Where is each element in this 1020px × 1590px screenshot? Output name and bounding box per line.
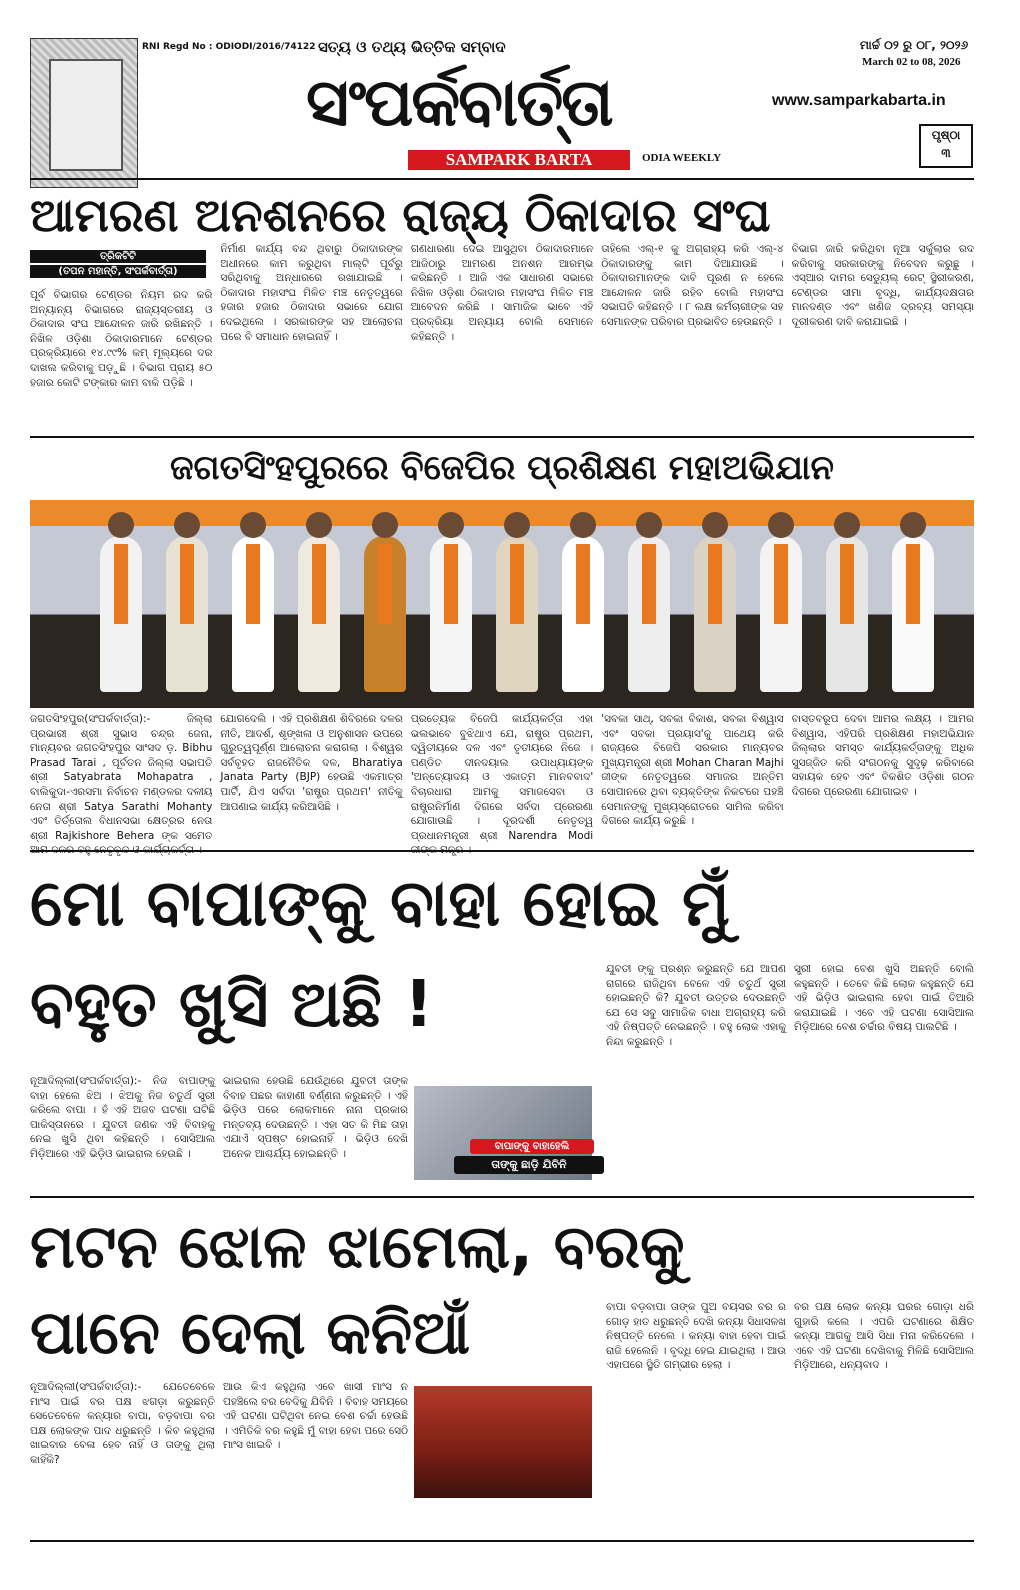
story3-headline-line1: ମୋ ବାପାଙ୍କୁ ବାହା ହୋଇ ମୁଁ	[30, 867, 730, 941]
story2-col-3: ପ୍ରତ୍ୟେକ ବିଜେପି କାର୍ଯ୍ୟକର୍ତ୍ତା ଏହା ଭଲଭାବେ ବୁଝିଥାଏ ଯେ, ରାଷ୍ଟ୍ର ପ୍ରଥମ, ଦ୍ୱିତୀୟରେ ଦଳ ଏବଂ ତୃତୀୟରେ ନିଜେ । ପଣ୍ଡିତ ଦୀନଦୟାଲ ଉପାଧ୍ୟାୟଙ୍କ 'ଅନ୍ତ୍ୟୋଦୟ ଓ ଏକାତ୍ମ ମାନବବାଦ' ବିଚାରଧାରା ଆମକୁ ସମାଜସେବା ଓ ରାଷ୍ଟ୍ରନିର୍ମାଣ ଦିଗରେ ସର୍ବଦା ପ୍ରେରଣା ଯୋଗାଉଛି । ଦୂରଦର୍ଶୀ ନେତୃତ୍ୱ ପ୍ରଧାନମନ୍ତ୍ରୀ ଶ୍ରୀ Narendra Modi	[410, 713, 594, 842]
photo-person-scarf	[246, 544, 260, 624]
date-odia: ମାର୍ଚ୍ଚ ୦୨ ରୁ ୦୮, ୨୦୨୬	[860, 38, 969, 52]
story4-headline-line2: ପାନେ ଦେଲା କନିଆଁ	[30, 1298, 471, 1368]
story3-headline-line2: ବହୁତ ଖୁସି ଅଛି !	[30, 968, 434, 1042]
story3-col-4: ସ୍ତ୍ରୀ ହୋଇ ବେଶ ଖୁସି ଅଛନ୍ତି ବୋଲି କହୁଛନ୍ତି । ତେବେ କିଛି ଲୋକ କହୁଛନ୍ତି ଯେ ଏହି ଭିଡ଼ିଓ ଭାଇରାଲ ହେବା ପାଇଁ ତିଆରି କରାଯାଇଛି । ଏବେ ଏହି ଘଟଣା ସୋସିଆଲ ମିଡ଼ିଆରେ ବେଶ ଚର୍ଚ୍ଚାର ବିଷୟ ପାଲଟିଛି ।	[794, 963, 974, 1034]
wedding-photo	[414, 1386, 592, 1498]
photo-person-scarf	[114, 544, 128, 624]
story3-col-2: ଭାଇରାଲ ହେଉଛି ଯେଉଁଥିରେ ଯୁବତୀ ତାଙ୍କ ବିବାହ ପଛର କାହାଣୀ ବର୍ଣ୍ଣନା କରୁଛନ୍ତି । ଏହି ଭିଡ଼ିଓ ପରେ ଲୋକମାନେ ନାନା ପ୍ରକାର ମନ୍ତବ୍ୟ ଦେଉଛନ୍ତି । ଏହା ସତ କି ମିଛ ତାହା ଏଯାଏଁ ସ୍ପଷ୍ଟ ହୋଇନାହିଁ । ଭିଡ଼ିଓ ଦେଖି ଅନେକ ଆଶ୍ଚର୍ଯ୍ୟ ହୋଇଛନ୍ତି ।	[223, 1075, 408, 1160]
photo-person-scarf	[378, 544, 392, 624]
photo-person-head	[834, 512, 860, 538]
photo-person-scarf	[840, 544, 854, 624]
story1-col-2: ନିର୍ମାଣ କାର୍ଯ୍ୟ ବନ୍ଦ ଥିବାରୁ ଠିକାଦାରଙ୍କ ଅଧୀନରେ କାମ କରୁଥିବା ମାଲ୍ଟି ପୂର୍ବରୁ ସରିଥିବାକୁ ଅନ୍ଧାରରେ ରଖାଯାଇଛି । ଠିକାଦାର ମହାସଂଘ ମିଳିତ ମଞ୍ଚ ନେତୃତ୍ୱରେ ହଜାର ହଜାର ଠିକାଦାର ସଭାରେ ଯୋଗ ଦେଇଥିଲେ । ସରକାରଙ୍କ ସହ ଆଲୋଚନା ପରେ ବି ସମାଧାନ ହୋଇନାହିଁ ।	[220, 243, 403, 343]
date-english: March 02 to 08, 2026	[862, 56, 961, 68]
website-link[interactable]: www.samparkabarta.in	[772, 92, 946, 109]
photo-person-head	[768, 512, 794, 538]
photo-person-head	[504, 512, 530, 538]
photo-person-head	[372, 512, 398, 538]
story4-col-4: ବର ପକ୍ଷ ଲୋକ କନ୍ୟା ଘରର ଗୋଡ଼ା ଧରି ଗୁହାରି କଲେ । ଏପରି ଘଟଣାରେ ଶିକ୍ଷିତ କନ୍ୟା ଆଗକୁ ଆସି ସିଧା ମନା କରିଦେଲେ । ଏବେ ଏହି ଘଟଣା ଦେଖିବାକୁ ମିଳିଛି ସୋସିଆଲ ମିଡ଼ିଆରେ, ଧନ୍ୟବାଦ ।	[794, 1301, 974, 1372]
story1-headline: ଆମରଣ ଅନଶନରେ ରାଜ୍ୟ ଠିକାଦାର ସଂଘ	[30, 188, 771, 242]
photo-person-head	[306, 512, 332, 538]
video-still-image	[414, 1086, 592, 1180]
photo-person-scarf	[510, 544, 524, 624]
photo-person-scarf	[708, 544, 722, 624]
photo-person-scarf	[576, 544, 590, 624]
story1-byline: (ତପନ ମହାନ୍ତି, ସଂପର୍କବାର୍ତ୍ତା)	[30, 265, 206, 278]
story4-headline-line1: ମଟନ ଝୋଳ ଝାମେଲା, ବରକୁ	[30, 1212, 685, 1282]
story1-byline-place: ତ୍ରିକଟିଟି	[30, 250, 206, 263]
story2-headline: ଜଗତସିଂହପୁରରେ ବିଜେପିର ପ୍ରଶିକ୍ଷଣ ମହାଅଭିଯାନ	[170, 448, 834, 488]
story2-col-2: ଯୋଗଦେଲି । ଏହି ପ୍ରଶିକ୍ଷଣ ଶିବିରରେ ଦଳର ନୀତି, ଆଦର୍ଶ, ଶୃଙ୍ଖଳା ଓ ଅନୁଶାସନ ଉପରେ ଗୁରୁତ୍ୱପୂର୍ଣ୍ଣ ଆଲୋଚନା କରାଗଲା । ବିଶ୍ୱର ସର୍ବବୃହତ ରାଜନୈତିକ ଦଳ, Bharatiya Janata Party (BJP) ହେଉଛି ଏକମାତ୍ର ପାର୍ଟି, ଯିଏ ସର୍ବଦା 'ରାଷ୍ଟ୍ର ପ୍ରଥମ' ନୀତିକୁ ଆପଣାଇ କାର୍ଯ୍ୟ କରିଆସିଛି ।	[220, 713, 403, 813]
footer-rule	[30, 1540, 974, 1542]
photo-person-scarf	[180, 544, 194, 624]
story1-body	[30, 242, 974, 432]
story3-body-left	[30, 1074, 408, 1192]
photo-person-head	[702, 512, 728, 538]
masthead-rule	[30, 178, 974, 180]
image-caption-top: ବାପାଙ୍କୁ ବାହାହେଲି	[470, 1139, 594, 1154]
story2-body	[30, 712, 974, 844]
masthead-english-title: SAMPARK BARTA	[408, 150, 630, 170]
story1-col-1: ପୂର୍ବ ବିଭାଗର ଟେଣ୍ଡର ନିୟମ ରଦ କରି ଅନ୍ୟାନ୍ୟ ବିଭାଗରେ ରାଜ୍ୟସ୍ତରୀୟ ଓ ଠିକାଦାର ସଂଘ ଆନ୍ଦୋଳନ ଜାରି ରଖିଛନ୍ତି । ନିଖିଳ ଓଡ଼ିଶା ଠିକାଦାରମାନେ ଟେଣ୍ଡର ପ୍ରକ୍ରିୟାରେ ୧୪.୯୯% କମ୍ ମୂଲ୍ୟରେ ଦର ଦାଖଲ କରିବାକୁ ପଡ଼ୁଛି । ବିଭାଗ ପ୍ରାୟ ୫୦ ହଜାର କୋଟି ଟଙ୍କାର କାମ ବାକି ପଡ଼ିଛି ।	[30, 289, 213, 389]
rni-number: RNI Regd No : ODIODI/2016/74122	[142, 42, 316, 52]
story4-col-2: ଆଉ କିଏ କହୁଥିଲା ଏବେ ଖାସୀ ମାଂସ ନ ପହଞ୍ଚିଲେ ବର ବେଦିକୁ ଯିବିନି । ବିବାହ ସମୟରେ ଏହି ଘଟଣା ଘଟିଥିବା ନେଇ ବେଶ ଚର୍ଚ୍ଚା ହେଉଛି । ଏମିତିକି ବର କହୁଛି ମୁଁ ବାହା ହେବା ପରେ ସେଠି ମାଂସ ଖାଇବି ।	[223, 1381, 408, 1452]
story2-col-1: ଜଗତସିଂହପୁର(ସଂପର୍କବାର୍ତ୍ତା):- ଜିଲ୍ଲା ପ୍ରଭାରୀ ଶ୍ରୀ ସୁଭାସ ଚନ୍ଦ୍ର ଜେନା, ମାନ୍ୟବର ଜଗତସିଂହପୁର ସାଂସଦ ଡ଼. Bibhu Prasad Tarai , ପୂର୍ବତନ ଜିଲ୍ଲା ସଭାପତି ଶ୍ରୀ Satyabrata Mohapatra , ବାଲିକୁଦା-ଏରସମା ନିର୍ବାଚନ ମଣ୍ଡଳର ଦଳୀୟ ନେତା ଶ୍ରୀ Satya Sarathi Mohanty ଏବଂ ତିର୍ତ୍ତୋଲ ବିଧାନସଭା କ୍ଷେତ୍ରର ନେତା ଶ୍ରୀ Rajkishore Behera ଙ୍କ ସମେତ	[30, 713, 213, 842]
photo-person-head	[636, 512, 662, 538]
section-rule	[30, 1196, 974, 1198]
photo-person-scarf	[774, 544, 788, 624]
edition-label: ODIA WEEKLY	[642, 152, 722, 164]
section-rule	[30, 436, 974, 438]
photo-person-scarf	[906, 544, 920, 624]
photo-person-scarf	[312, 544, 326, 624]
photo-person-head	[438, 512, 464, 538]
masthead-tagline: ସତ୍ୟ ଓ ତଥ୍ୟ ଭିତ୍ତିକ ସମ୍ବାଦ	[318, 38, 506, 56]
masthead-title: ସଂପର୍କବାର୍ତ୍ତା	[306, 64, 612, 141]
story1-col-3: ଗଣଧାରଣା ଦେଇ ଆସୁଥିବା ଠିକାଦାରମାନେ ଆଜିଠାରୁ ଆମରଣ ଅନଶନ ଆରମ୍ଭ କରିଛନ୍ତି । ଆଜି ଏକ ସାଧାରଣ ସଭାରେ ନିଖିଳ ଓଡ଼ିଶା ଠିକାଦାର ମହାସଂଘ ମିଳିତ ମଞ୍ଚ ଆବେଦନ କରିଛି । ସାମାଜିକ ଭାବେ ଏହି ପ୍ରକ୍ରିୟା ଅନ୍ୟାୟ ବୋଲି ସେମାନେ କହିଛନ୍ତି ।	[410, 243, 594, 343]
story4-body-right	[606, 1300, 974, 1530]
bjp-leaders-photo	[30, 500, 974, 708]
story4-col-1: ନୂଆଦିଲ୍ଲୀ(ସଂପର୍କବାର୍ତ୍ତା):- ଯେତେବେଳେ ମାଂସ ପାଇଁ ବର ପକ୍ଷ ଝଗଡ଼ା କରୁଛନ୍ତି ସେତେବେଳେ କନ୍ୟାର ବାପା, ବଡ଼ବାପା ବର ପକ୍ଷ ଲୋକଙ୍କ ପାଦ ଧରୁଛନ୍ତି । କିବ କହୁଥିଲା ଖାଇବାର ବେଳା ହେବ ନାହିଁ ଓ ତାଙ୍କୁ ଥିଲା କାହିଁକି?	[30, 1381, 215, 1466]
photo-person-head	[240, 512, 266, 538]
deity-seal-image	[30, 38, 138, 188]
story3-col-1: ନୂଆଦିଲ୍ଲୀ(ସଂପର୍କବାର୍ତ୍ତା):- ନିଜ ବାପାଙ୍କୁ ବାହା ହେଲେ ଝିଅ । ଝିଅକୁ ନିଜ ଚତୁର୍ଥ ସ୍ତ୍ରୀ କରିଲେ ବାପା । ହଁ ଏହି ଅଜବ ଘଟଣା ଘଟିଛି ପାକିସ୍ତାନରେ । ଯୁବତୀ ଜଣକ ଏହି ବିବାହକୁ ନେଇ ଖୁସି ଥିବା କହିଛନ୍ତି । ସୋସିଆଲ ମିଡ଼ିଆରେ ଏହି ଭିଡ଼ିଓ ଭାଇରାଲ ହେଉଛି ।	[30, 1075, 215, 1160]
story1-col-5: ବିଭାଗ ଜାରି କରିଥିବା ନୂଆ ସର୍କୁଲାର ରଦ କରିବାକୁ ସରକାରଙ୍କୁ ନିବେଦନ କରୁଛୁ । ଏସ୍‌ଆର ଦାମର ସେଡ୍ୟୁଲ୍ ରେଟ୍ ସ୍ଥିରୀକରଣ, ଟେଣ୍ଡର ସୀମା ବୃଦ୍ଧି, କାର୍ଯ୍ୟଦକ୍ଷତାର ମାନଦଣ୍ଡ ଏବଂ ଖଣିଜ ଦ୍ରବ୍ୟ ସମସ୍ୟା ଦୂରୀକରଣ ଦାବି କରାଯାଇଛି ।	[791, 243, 975, 328]
story3-body-right	[606, 962, 974, 1192]
section-rule	[30, 850, 974, 852]
story4-col-3: ବାପା ବଡ଼ବାପା ତାଙ୍କ ପୁଅ ବୟସର ବର ର ଗୋଡ଼ ହାତ ଧରୁଛନ୍ତି ଦେଖି କନ୍ୟା ସିଧାସଳଖ ନିଷ୍ପତ୍ତି ନେଲେ । କନ୍ୟା ବାହା ହେବା ପାଇଁ ରାଜି ହେଲେନି । ବୃଦ୍ଧି ହେଇ ଯାଇଥିଲା । ଆଉ ଏହାପରେ ସ୍ଥିତି ଗମ୍ଭୀର ହେଲା ।	[606, 1301, 786, 1372]
photo-person-scarf	[444, 544, 458, 624]
photo-person-head	[570, 512, 596, 538]
story1-col-4: ତାହିଲେ ଏଲ୍-୧ କୁ ଅଗ୍ରାହ୍ୟ କରି ଏଲ୍-୪ ଠିକାଦାରଙ୍କୁ କାମ ଦିଆଯାଉଛି । ଠିକାଦାରମାନଙ୍କ ଦାବି ପୂରଣ ନ ହେଲେ ଆନ୍ଦୋଳନ ଜାରି ରହିବ ବୋଲି ମହାସଂଘ ସଭାପତି କହିଛନ୍ତି । ୮ ଲକ୍ଷ କର୍ମଚାରୀଙ୍କ ସହ ସେମାନଙ୍କ ପରିବାର ପ୍ରଭାବିତ ହେଉଛନ୍ତି ।	[601, 243, 784, 328]
story2-col-5: ବାସ୍ତବରୂପ ଦେବା ଆମର ଲକ୍ଷ୍ୟ । ଆମର ବିଶ୍ୱାସ, ଏହିପରି ପ୍ରଶିକ୍ଷଣ ମହାଅଭିଯାନ ଜିଲ୍ଲାର ସମସ୍ତ କାର୍ଯ୍ୟକର୍ତ୍ତାଙ୍କୁ ଅଧିକ ସୁସଜ୍ଜିତ କରି ସଂଗଠନକୁ ସୁଦୃଢ଼ କରିବାରେ ସହାୟକ ହେବ ଏବଂ ବିକଶିତ ଓଡ଼ିଶା ଗଠନ ଦିଗରେ ପ୍ରେରଣା ଯୋଗାଇବ ।	[791, 713, 975, 798]
page-label: ପୃଷ୍ଠା	[931, 128, 961, 142]
story4-body-left	[30, 1380, 408, 1530]
photo-person-head	[108, 512, 134, 538]
photo-person-head	[900, 512, 926, 538]
photo-person-head	[174, 512, 200, 538]
photo-person-scarf	[642, 544, 656, 624]
page-number-box	[919, 124, 973, 168]
story2-col-4: 'ସବକା ସାଥ୍, ସବକା ବିକାଶ, ସବକା ବିଶ୍ୱାସ ଏବଂ ସବକା ପ୍ରୟାସ'କୁ ପାଥେୟ କରି ରାଜ୍ୟରେ ବିଜେପି ସରକାର ମାନ୍ୟବର ମୁଖ୍ୟମନ୍ତ୍ରୀ ଶ୍ରୀ Mohan Charan Majhi ଜୀଙ୍କ ନେତୃତ୍ୱରେ ସମାଜର ଅନ୍ତିମ ସୋପାନରେ ଥିବା ବ୍ୟକ୍ତିଙ୍କ ନିକଟରେ ପହଞ୍ଚି ସେମାନଙ୍କୁ ମୁଖ୍ୟସ୍ରୋତରେ ସାମିଲ କରିବା ଦିଗରେ କାର୍ଯ୍ୟ କରୁଛି ।	[601, 713, 784, 828]
page-number: ୩	[941, 146, 951, 160]
image-caption-bottom: ତାଙ୍କୁ ଛାଡ଼ି ଯିବିନି	[454, 1156, 604, 1174]
story3-col-3: ଯୁବତୀ ଙ୍କୁ ପ୍ରଶ୍ନ କରୁଛନ୍ତି ଯେ ଆପଣ ରାଗରେ ରାଜିଥିବା ବେଳେ ଏହି ଚତୁର୍ଥ ସ୍ତ୍ରୀ ହୋଇଛନ୍ତି କି? ଯୁବତୀ ଉତ୍ତର ଦେଉଛନ୍ତି ଯେ ସେ ସବୁ ସାମାଜିକ ବାଧା ଅଗ୍ରାହ୍ୟ କରି ଏହି ନିଷ୍ପତ୍ତି ନେଇଛନ୍ତି । ବହୁ ଲୋକ ଏହାକୁ ନିନ୍ଦା କରୁଛନ୍ତି ।	[606, 963, 786, 1048]
